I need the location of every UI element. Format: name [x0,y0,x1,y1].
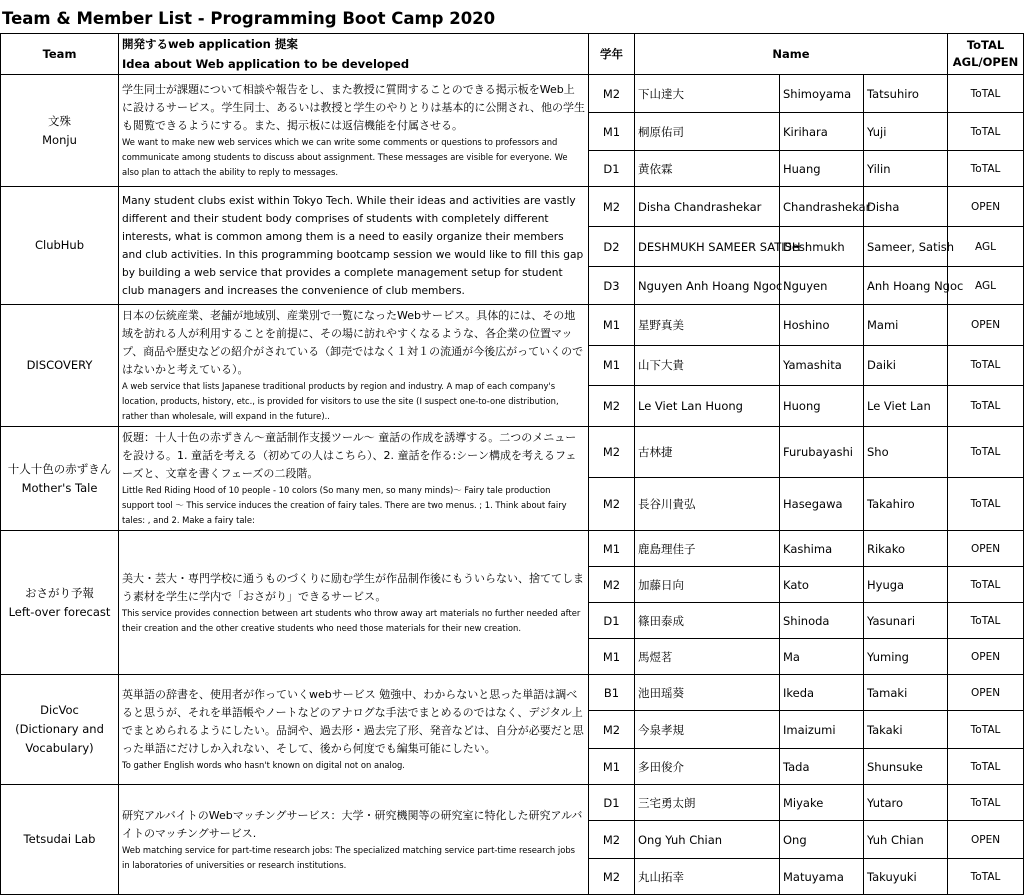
member-full-name: Nguyen Anh Hoang Ngoc [635,267,780,305]
team-idea-cell [119,785,589,895]
member-track: OPEN [948,639,1024,675]
member-first-name: Sameer, Satish [864,227,948,267]
table-row [1,785,1024,821]
member-first-name: Takaki [864,711,948,749]
header-track [948,34,1024,75]
member-first-name: Shunsuke [864,749,948,785]
member-full-name: 山下大貴 [635,345,780,386]
member-full-name: 加藤日向 [635,567,780,603]
header-track-line1: ToTAL [966,38,1005,52]
member-first-name: Anh Hoang Ngoc [864,267,948,305]
team-name-en: Monju [42,132,77,147]
team-idea-cell [119,187,589,305]
team-name-en: DicVoc (Dictionary and Vocabulary) [15,703,104,755]
team-idea-cell [119,531,589,675]
idea-jp: 仮題：十人十色の赤ずきん〜童話制作支援ツール〜 童話の作成を誘導する。二つのメニューを設ける。1. 童話を考える（初めての人はこちら）、2. 童話を作る:シーン構成を考えるフェーズと、文章を書くフェーズの二段階。 [122,431,577,480]
member-first-name: Rikako [864,531,948,567]
member-first-name: Le Viet Lan [864,386,948,427]
table-row [1,675,1024,711]
idea-en: This service provides connection between art students who throw away art materials no further needed after their creation and the other creative students who need those materials for their new creation. [122,607,581,633]
member-full-name: DESHMUKH SAMEER SATISH [635,227,780,267]
member-grade: M1 [589,113,635,151]
team-name-cell [1,75,119,187]
member-last-name: Huong [780,386,864,427]
team-idea-cell [119,675,589,785]
team-name-cell [1,305,119,427]
member-track: ToTAL [948,478,1024,531]
team-name-cell [1,531,119,675]
table-row [1,531,1024,567]
member-first-name: Hyuga [864,567,948,603]
member-grade: D3 [589,267,635,305]
table-row [1,305,1024,346]
member-track: ToTAL [948,427,1024,478]
member-track: ToTAL [948,345,1024,386]
member-first-name: Yuming [864,639,948,675]
member-last-name: Tada [780,749,864,785]
member-track: OPEN [948,187,1024,227]
member-first-name: Sho [864,427,948,478]
member-grade: D1 [589,151,635,187]
header-grade: 学年 [589,34,635,75]
member-grade: M1 [589,345,635,386]
member-grade: M2 [589,821,635,859]
header-idea-en: Idea about Web application to be developed [122,57,410,71]
team-name-cell [1,675,119,785]
team-idea-cell [119,427,589,531]
member-full-name: 多田俊介 [635,749,780,785]
member-last-name: Deshmukh [780,227,864,267]
member-track: ToTAL [948,386,1024,427]
team-idea-cell [119,75,589,187]
member-track: OPEN [948,821,1024,859]
table-row [1,75,1024,113]
member-full-name: 丸山拓幸 [635,859,780,895]
member-grade: M1 [589,305,635,346]
header-idea [119,34,589,75]
member-track: ToTAL [948,859,1024,895]
idea-en: Many student clubs exist within Tokyo Tech. While their ideas and activities are vastly different and their student body comprises of students with completely different interests, what is common among them is a need to easily organize their members and club activities. In this programming bootcamp session we would like to fill this gap by building a web service that provides a complete management setup for student club managers and increases the convenience of club members. [122,194,584,297]
idea-en: Little Red Riding Hood of 10 people - 10 colors (So many men, so many minds)〜 Fairy tale production support tool 〜 This service induces the creation of fairy tales. There are two menus. ; 1. Think about fairy tales: , and 2. Make a fairy tale: [122,485,567,525]
member-last-name: Kato [780,567,864,603]
member-last-name: Shimoyama [780,75,864,113]
member-first-name: Takahiro [864,478,948,531]
member-grade: M1 [589,531,635,567]
member-first-name: Daiki [864,345,948,386]
member-first-name: Yutaro [864,785,948,821]
member-grade: M1 [589,749,635,785]
member-first-name: Tamaki [864,675,948,711]
member-first-name: Yilin [864,151,948,187]
team-rows [1,75,1024,895]
member-first-name: Takuyuki [864,859,948,895]
member-track: ToTAL [948,567,1024,603]
member-first-name: Yasunari [864,603,948,639]
member-full-name: 古林捷 [635,427,780,478]
member-full-name: 下山達大 [635,75,780,113]
member-grade: M2 [589,187,635,227]
table-row [1,187,1024,227]
member-grade: M2 [589,75,635,113]
member-grade: D2 [589,227,635,267]
member-full-name: 星野真美 [635,305,780,346]
member-full-name: 長谷川貴弘 [635,478,780,531]
idea-jp: 美大・芸大・専門学校に通うものづくりに励む学生が作品制作後にもういらない、捨ててしまう素材を学生に学内で「おさがり」できるサービス。 [122,571,584,603]
idea-en: Web matching service for part-time research jobs: The specialized matching service part-time research jobs in laboratories of universities or research institutions. [122,844,576,870]
member-full-name: 今泉孝規 [635,711,780,749]
idea-en: To gather English words who hasn't known on digital not on analog. [122,760,405,770]
member-grade: M2 [589,567,635,603]
member-full-name: 篠田泰成 [635,603,780,639]
member-first-name: Mami [864,305,948,346]
member-last-name: Imaizumi [780,711,864,749]
header-track-line2: AGL/OPEN [952,55,1019,69]
sheet-title: Team & Member List - Programming Boot Camp 2020 [2,9,496,28]
member-track: ToTAL [948,603,1024,639]
member-last-name: Ikeda [780,675,864,711]
idea-en: We want to make new web services which we can write some comments or questions to professors and communicate among students to discuss about assignment. These messages are visible for everyone. We also plan to attach the ability to reply to messages. [122,137,568,177]
member-last-name: Ma [780,639,864,675]
member-last-name: Matuyama [780,859,864,895]
table-row [1,427,1024,478]
member-last-name: Chandrashekar [780,187,864,227]
member-grade: M1 [589,639,635,675]
idea-jp: 研究アルバイトのWebマッチングサービス：大学・研究機関等の研究室に特化した研究アルバイトのマッチングサービス. [122,808,583,840]
member-track: ToTAL [948,75,1024,113]
idea-jp: 英単語の辞書を、使用者が作っていくwebサービス 勉強中、わからないと思った単語は調べると思うが、それを単語帳やノートなどのアナログな手法でまとめるのではなく、デジタル上でまとめられるようにしたい。品詞や、過去形・過去完了形、発音などは、自分が必要だと思った単語にだけしか入れない、そして、後から何度でも編集可能にしたい。 [122,688,584,755]
member-grade: M2 [589,478,635,531]
member-track: OPEN [948,531,1024,567]
member-full-name: Le Viet Lan Huong [635,386,780,427]
team-idea-cell [119,305,589,427]
header-name: Name [635,34,948,75]
member-track: OPEN [948,675,1024,711]
member-first-name: Yuh Chian [864,821,948,859]
team-name-en: ClubHub [34,238,85,252]
member-track: ToTAL [948,785,1024,821]
member-full-name: Disha Chandrashekar [635,187,780,227]
member-full-name: 三宅勇太朗 [635,785,780,821]
member-first-name: Yuji [864,113,948,151]
member-track: AGL [948,227,1024,267]
team-name-cell [1,785,119,895]
member-table [0,33,1024,895]
member-full-name: Ong Yuh Chian [635,821,780,859]
member-track: ToTAL [948,749,1024,785]
team-name-en: DISCOVERY [26,358,93,372]
member-last-name: Nguyen [780,267,864,305]
team-name-cell [1,427,119,531]
idea-en: A web service that lists Japanese traditional products by region and industry. A map of each company's location, products, history, etc., is provided for visitors to use the site (I suspect one-to-one distribution, rather than wholesale, will expand in the future).. [122,381,559,421]
member-last-name: Kirihara [780,113,864,151]
team-name-en: Tetsudai Lab [23,832,96,846]
member-track: AGL [948,267,1024,305]
idea-jp: 学生同士が課題について相談や報告をし、また教授に質問することのできる掲示板をWeb上に設けるサービス。学生同士、あるいは教授と学生のやりとりは基本的に公開され、他の学生も閲覧できるようにする。また、掲示板には返信機能を付属させる。 [122,83,585,132]
member-track: ToTAL [948,711,1024,749]
member-last-name: Shinoda [780,603,864,639]
header-row [1,34,1024,75]
member-last-name: Furubayashi [780,427,864,478]
member-full-name: 池田瑶葵 [635,675,780,711]
member-track: ToTAL [948,151,1024,187]
header-idea-jp: 開発するweb application 提案 [122,37,298,51]
header-team: Team [1,34,119,75]
member-grade: D1 [589,603,635,639]
team-name-jp: 十人十色の赤ずきん [7,461,112,476]
team-name-en: Mother's Tale [21,480,98,495]
member-last-name: Yamashita [780,345,864,386]
idea-jp: 日本の伝統産業、老舗が地域別、産業別で一覧になったWebサービス。具体的には、その地域を訪れる人が利用することを前提に、その場に訪れやすくなるような、各企業の位置マップ、商品や歴史などの紹介がされている（卸売ではなく１対１の流通が今後広がっていくのではないかと考えている）。 [122,309,584,376]
member-full-name: 桐原佑司 [635,113,780,151]
member-last-name: Kashima [780,531,864,567]
member-grade: M2 [589,859,635,895]
member-full-name: 黄依霖 [635,151,780,187]
member-grade: M2 [589,711,635,749]
team-name-en: Left-over forecast [8,604,111,619]
member-last-name: Miyake [780,785,864,821]
member-grade: M2 [589,427,635,478]
member-track: OPEN [948,305,1024,346]
team-name-jp: おさがり予報 [25,585,94,600]
member-first-name: Tatsuhiro [864,75,948,113]
member-track: ToTAL [948,113,1024,151]
team-name-cell [1,187,119,305]
member-grade: M2 [589,386,635,427]
member-full-name: 鹿島理佳子 [635,531,780,567]
member-grade: D1 [589,785,635,821]
member-last-name: Hasegawa [780,478,864,531]
team-name-jp: 文殊 [48,113,71,128]
member-last-name: Hoshino [780,305,864,346]
member-full-name: 馬煜茗 [635,639,780,675]
member-grade: B1 [589,675,635,711]
member-last-name: Ong [780,821,864,859]
member-last-name: Huang [780,151,864,187]
member-first-name: Disha [864,187,948,227]
